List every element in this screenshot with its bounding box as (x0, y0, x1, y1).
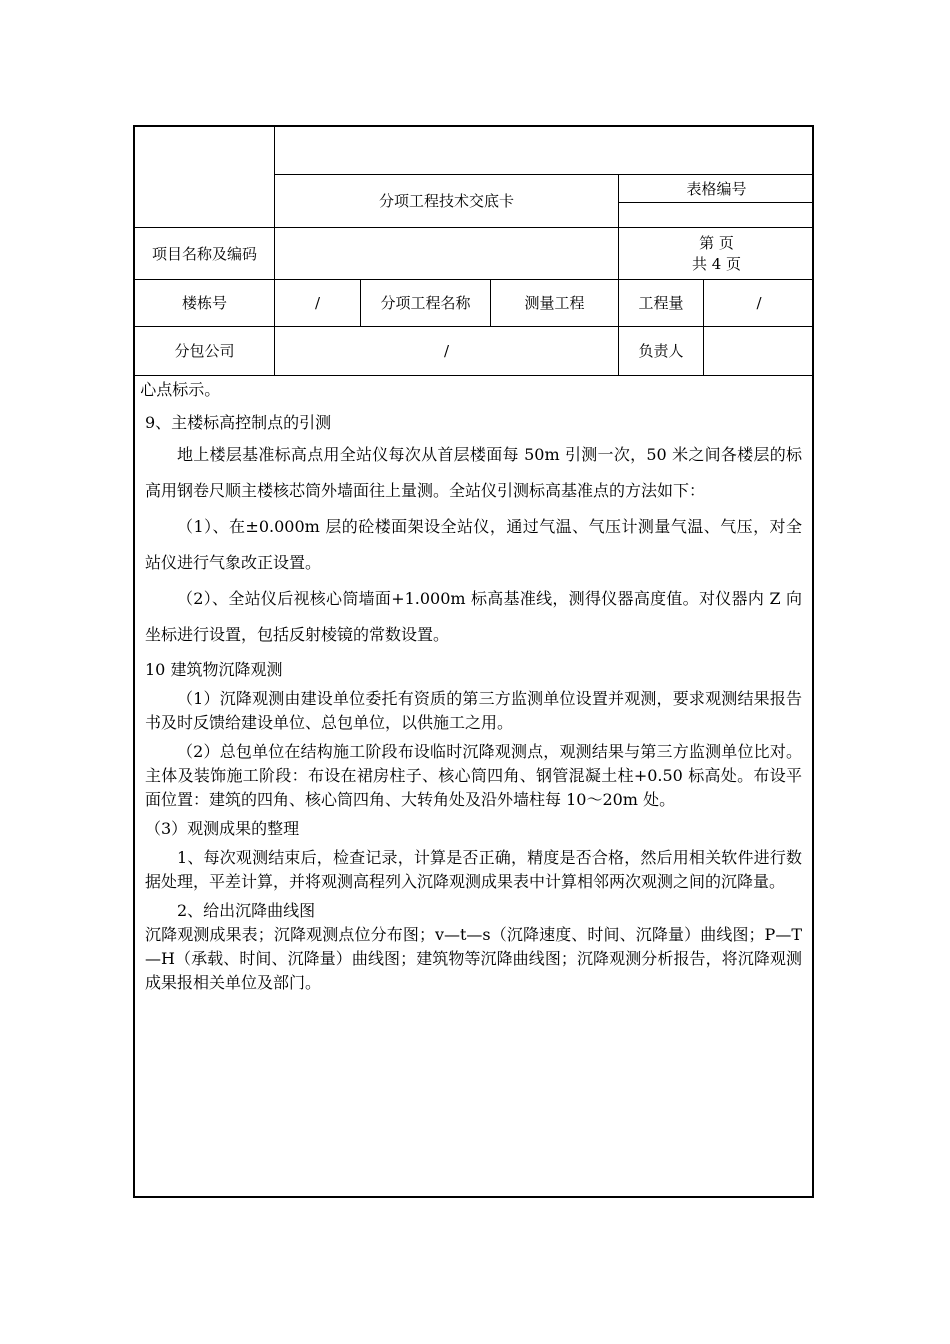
quantity-value: / (756, 294, 762, 312)
page-info (619, 228, 814, 279)
paragraph: 沉降观测成果表；沉降观测点位分布图；v—t—s（沉降速度、时间、沉降量）曲线图；P—T—H（承载、时间、沉降量）曲线图；建筑物等沉降曲线图；沉降观测分析报告，将沉降观测成果报相关单位及部门。 (145, 925, 802, 992)
paragraph: （1）沉降观测由建设单位委托有资质的第三方监测单位设置并观测，要求观测结果报告书及时反馈给建设单位、总包单位，以供施工之用。 (145, 689, 802, 732)
grid-line (135, 375, 812, 376)
form-title: 分项工程技术交底卡 (378, 192, 514, 210)
quantity-label: 工程量 (638, 294, 684, 312)
section-heading: 10 建筑物沉降观测 (145, 660, 283, 679)
paragraph: 2、给出沉降曲线图 (177, 901, 316, 920)
manager-label: 负责人 (638, 342, 684, 360)
paragraph: （1）、在±0.000m 层的砼楼面架设全站仪，通过气温、气压计测量气温、气压，对全站仪进行气象改正设置。 (145, 517, 802, 572)
building-value: / (314, 294, 321, 312)
paragraph: 地上楼层基准标高点用全站仪每次从首层楼面每 50m 引测一次，50 米之间各楼层的标高用钢卷尺顺主楼核芯筒外墙面往上量测。全站仪引测标高基准点的方法如下： (145, 445, 802, 500)
project-value (275, 228, 618, 279)
paragraph: （2）总包单位在结构施工阶段布设临时沉降观测点，观测结果与第三方监测单位比对。主体及装饰施工阶段：布设在裙房柱子、核心筒四角、钢管混凝土柱+0.50 标高处。布设平面位置：建筑的四角、核心筒四角、大转角处及沿外墙柱每 10～20m 处。 (145, 742, 802, 809)
page-number: 第 页 (699, 233, 734, 252)
section-heading: 9、主楼标高控制点的引测 (145, 413, 332, 432)
form-number-label: 表格编号 (686, 179, 747, 198)
subitem-value: 测量工程 (524, 294, 585, 312)
subcontractor-label: 分包公司 (174, 342, 235, 360)
paragraph: 心点标示。 (140, 380, 221, 399)
project-label: 项目名称及编码 (151, 244, 257, 263)
total-pages: 共 4 页 (691, 254, 742, 273)
paragraph: 1、每次观测结束后，检查记录，计算是否正确，精度是否合格，然后用相关软件进行数据处理，平差计算，并将观测高程列入沉降观测成果表中计算相邻两次观测之间的沉降量。 (145, 848, 802, 891)
manager-value (704, 327, 814, 375)
technical-disclosure-form (133, 125, 814, 1198)
form-number-value (619, 203, 814, 227)
sub-heading: （3）观测成果的整理 (145, 819, 300, 838)
disclosure-content (135, 377, 812, 995)
building-label: 楼栋号 (181, 294, 227, 312)
subitem-label: 分项工程名称 (380, 294, 471, 312)
subcontractor-value: / (443, 342, 450, 360)
paragraph: （2）、全站仪后视核心筒墙面+1.000m 标高基准线，测得仪器高度值。对仪器内 Z 向坐标进行设置，包括反射棱镜的常数设置。 (145, 589, 802, 644)
